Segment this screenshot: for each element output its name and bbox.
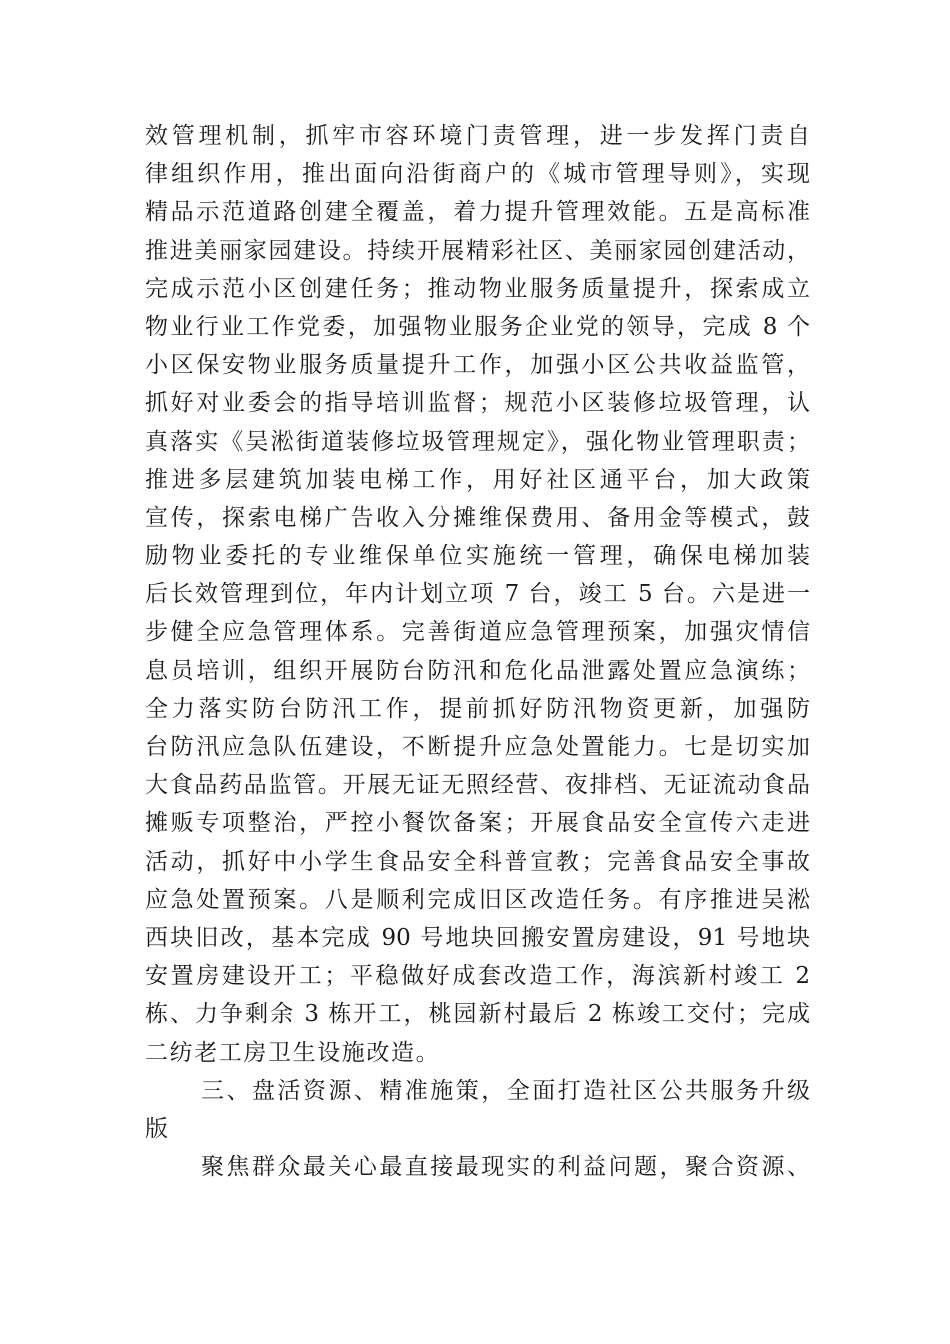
body-line: 栋、力争剩余 3 栋开工，桃园新村最后 2 栋竣工交付；完成 bbox=[145, 1001, 810, 1028]
body-line: 完成示范小区创建任务；推动物业服务质量提升，探索成立 bbox=[145, 275, 810, 302]
body-line: 步健全应急管理体系。完善街道应急管理预案，加强灾情信 bbox=[145, 619, 810, 646]
document-body bbox=[145, 117, 810, 1186]
body-line: 宣传，探索电梯广告收入分摊维保费用、备用金等模式，鼓 bbox=[145, 504, 810, 531]
body-line: 真落实《吴淞街道装修垃圾管理规定》，强化物业管理职责； bbox=[145, 428, 810, 455]
body-line: 摊贩专项整治，严控小餐饮备案；开展食品安全宣传六走进 bbox=[145, 810, 810, 837]
section-heading-continued: 版 bbox=[145, 1115, 170, 1142]
body-line: 推进多层建筑加装电梯工作，用好社区通平台，加大政策 bbox=[145, 466, 810, 493]
body-line: 全力落实防台防汛工作，提前抓好防汛物资更新，加强防 bbox=[145, 695, 810, 722]
body-line: 小区保安物业服务质量提升工作，加强小区公共收益监管， bbox=[145, 352, 810, 379]
body-line: 励物业委托的专业维保单位实施统一管理，确保电梯加装 bbox=[145, 543, 810, 570]
body-line: 后长效管理到位，年内计划立项 7 台，竣工 5 台。六是进一 bbox=[145, 581, 810, 608]
body-line: 安置房建设开工；平稳做好成套改造工作，海滨新村竣工 2 bbox=[145, 963, 810, 990]
body-line: 律组织作用，推出面向沿街商户的《城市管理导则》，实现 bbox=[145, 161, 810, 188]
body-line: 活动，抓好中小学生食品安全科普宣教；完善食品安全事故 bbox=[145, 848, 810, 875]
body-line: 效管理机制，抓牢市容环境门责管理，进一步发挥门责自 bbox=[145, 123, 810, 149]
body-line: 台防汛应急队伍建设，不断提升应急处置能力。七是切实加 bbox=[145, 734, 810, 760]
section-heading: 三、盘活资源、精准施策，全面打造社区公共服务升级 bbox=[201, 1077, 810, 1104]
body-line: 物业行业工作党委，加强物业服务企业党的领导，完成 8 个 bbox=[145, 313, 810, 340]
body-line-last: 二纺老工房卫生设施改造。 bbox=[145, 1039, 441, 1066]
paragraph-start: 聚焦群众最关心最直接最现实的利益问题，聚合资源、 bbox=[201, 1154, 810, 1181]
body-line: 推进美丽家园建设。持续开展精彩社区、美丽家园创建活动， bbox=[145, 237, 810, 264]
body-line: 抓好对业委会的指导培训监督；规范小区装修垃圾管理，认 bbox=[145, 390, 810, 417]
body-line: 息员培训，组织开展防台防汛和危化品泄露处置应急演练； bbox=[145, 657, 810, 684]
body-line: 西块旧改，基本完成 90 号地块回搬安置房建设，91 号地块 bbox=[145, 924, 810, 951]
body-line: 精品示范道路创建全覆盖，着力提升管理效能。五是高标准 bbox=[145, 199, 810, 226]
body-line: 大食品药品监管。开展无证无照经营、夜排档、无证流动食品 bbox=[145, 772, 810, 799]
body-line: 应急处置预案。八是顺利完成旧区改造任务。有序推进吴淞 bbox=[145, 886, 810, 913]
